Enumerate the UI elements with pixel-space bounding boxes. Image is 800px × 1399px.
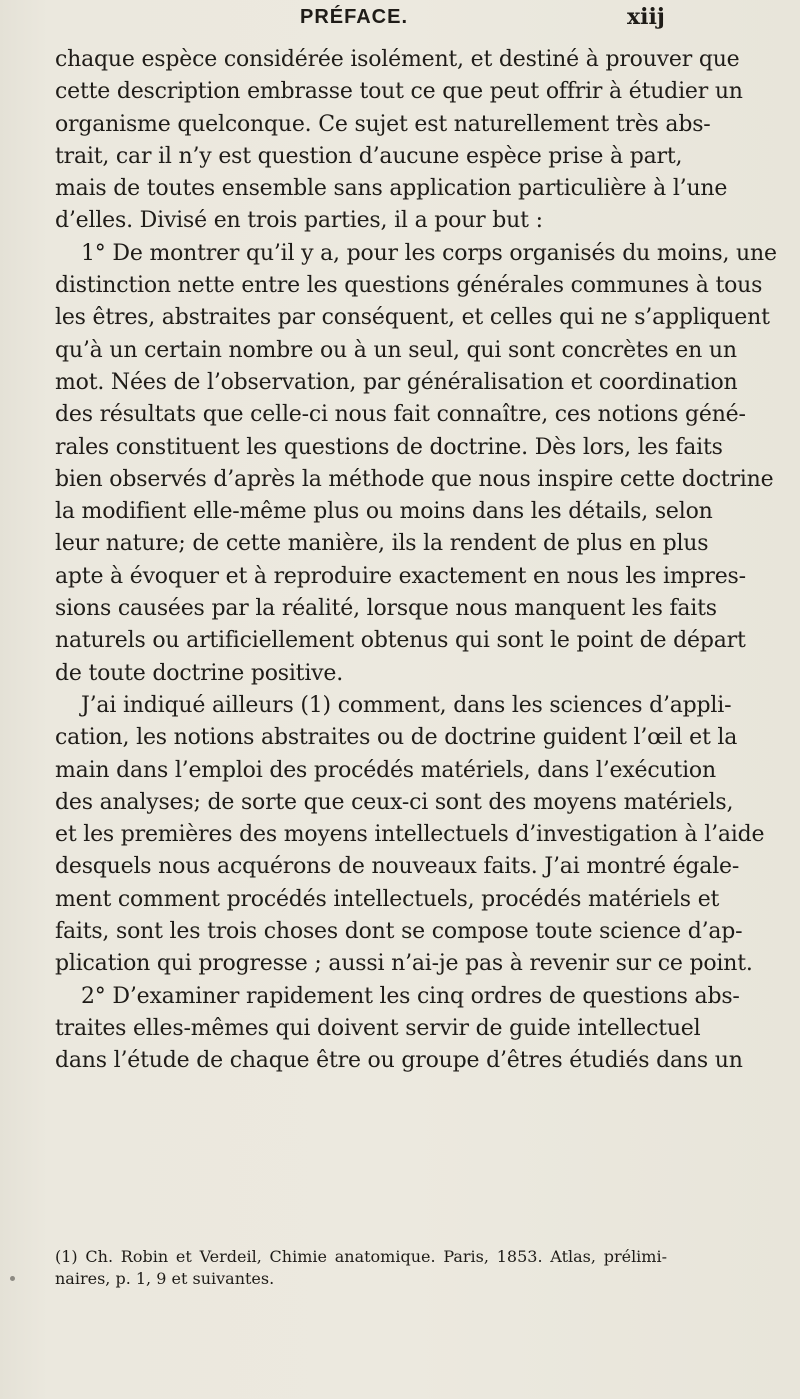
- text-line: 2° D’examiner rapidement les cinq ordres de questions abs-: [81, 983, 740, 1009]
- text-line: de toute doctrine positive.: [55, 660, 344, 686]
- footnote: [55, 1246, 667, 1290]
- page-header: [0, 2, 800, 36]
- text-line: mot. Nées de l’observation, par généralisation et coordination: [55, 369, 738, 395]
- text-line: leur nature; de cette manière, ils la rendent de plus en plus: [55, 531, 709, 557]
- footnote-line: (1) Ch. Robin et Verdeil, Chimie anatomique. Paris, 1853. Atlas, prélimi-: [55, 1247, 667, 1266]
- text-line: desquels nous acquérons de nouveaux faits. J’ai montré égale-: [55, 854, 740, 880]
- text-line: d’elles. Divisé en trois parties, il a pour but :: [55, 208, 543, 234]
- text-line: qu’à un certain nombre ou à un seul, qui sont concrètes en un: [55, 337, 737, 363]
- page-number: xiij: [627, 4, 665, 30]
- text-line: distinction nette entre les questions générales communes à tous: [55, 273, 763, 299]
- text-line: J’ai indiqué ailleurs (1) comment, dans les sciences d’appli-: [81, 692, 732, 718]
- text-line: et les premières des moyens intellectuels d’investigation à l’aide: [55, 822, 765, 848]
- text-line: 1° De montrer qu’il y a, pour les corps organisés du moins, une: [81, 240, 777, 266]
- text-line: naturels ou artificiellement obtenus qui sont le point de départ: [55, 628, 746, 654]
- footnote-line: naires, p. 1, 9 et suivantes.: [55, 1269, 275, 1288]
- text-line: des résultats que celle-ci nous fait connaître, ces notions géné-: [55, 402, 746, 428]
- scan-speck: [10, 1276, 15, 1281]
- text-line: main dans l’emploi des procédés matériels, dans l’exécution: [55, 757, 716, 783]
- text-line: cation, les notions abstraites ou de doctrine guident l’œil et la: [55, 725, 738, 751]
- text-line: rales constituent les questions de doctrine. Dès lors, les faits: [55, 434, 723, 460]
- text-line: dans l’étude de chaque être ou groupe d’êtres étudiés dans un: [55, 1048, 743, 1074]
- running-title: PRÉFACE.: [300, 6, 409, 28]
- text-line: faits, sont les trois choses dont se compose toute science d’ap-: [55, 919, 743, 945]
- text-line: apte à évoquer et à reproduire exactement en nous les impres-: [55, 563, 746, 589]
- body-text: [55, 44, 777, 1078]
- text-line: mais de toutes ensemble sans application particulière à l’une: [55, 176, 728, 202]
- text-line: traites elles-mêmes qui doivent servir de guide intellectuel: [55, 1015, 701, 1041]
- text-line: sions causées par la réalité, lorsque nous manquent les faits: [55, 596, 717, 622]
- text-line: la modifient elle-même plus ou moins dans les détails, selon: [55, 499, 713, 525]
- text-line: trait, car il n’y est question d’aucune espèce prise à part,: [55, 143, 683, 169]
- text-line: organisme quelconque. Ce sujet est naturellement très abs-: [55, 111, 711, 137]
- text-line: cette description embrasse tout ce que peut offrir à étudier un: [55, 79, 743, 105]
- text-line: chaque espèce considérée isolément, et destiné à prouver que: [55, 47, 740, 72]
- text-line: les êtres, abstraites par conséquent, et celles qui ne s’appliquent: [55, 305, 770, 331]
- text-line: des analyses; de sorte que ceux-ci sont des moyens matériels,: [55, 789, 734, 815]
- text-line: ment comment procédés intellectuels, procédés matériels et: [55, 886, 720, 912]
- text-line: plication qui progresse ; aussi n’ai-je pas à revenir sur ce point.: [55, 951, 753, 977]
- text-line: bien observés d’après la méthode que nous inspire cette doctrine: [55, 466, 774, 492]
